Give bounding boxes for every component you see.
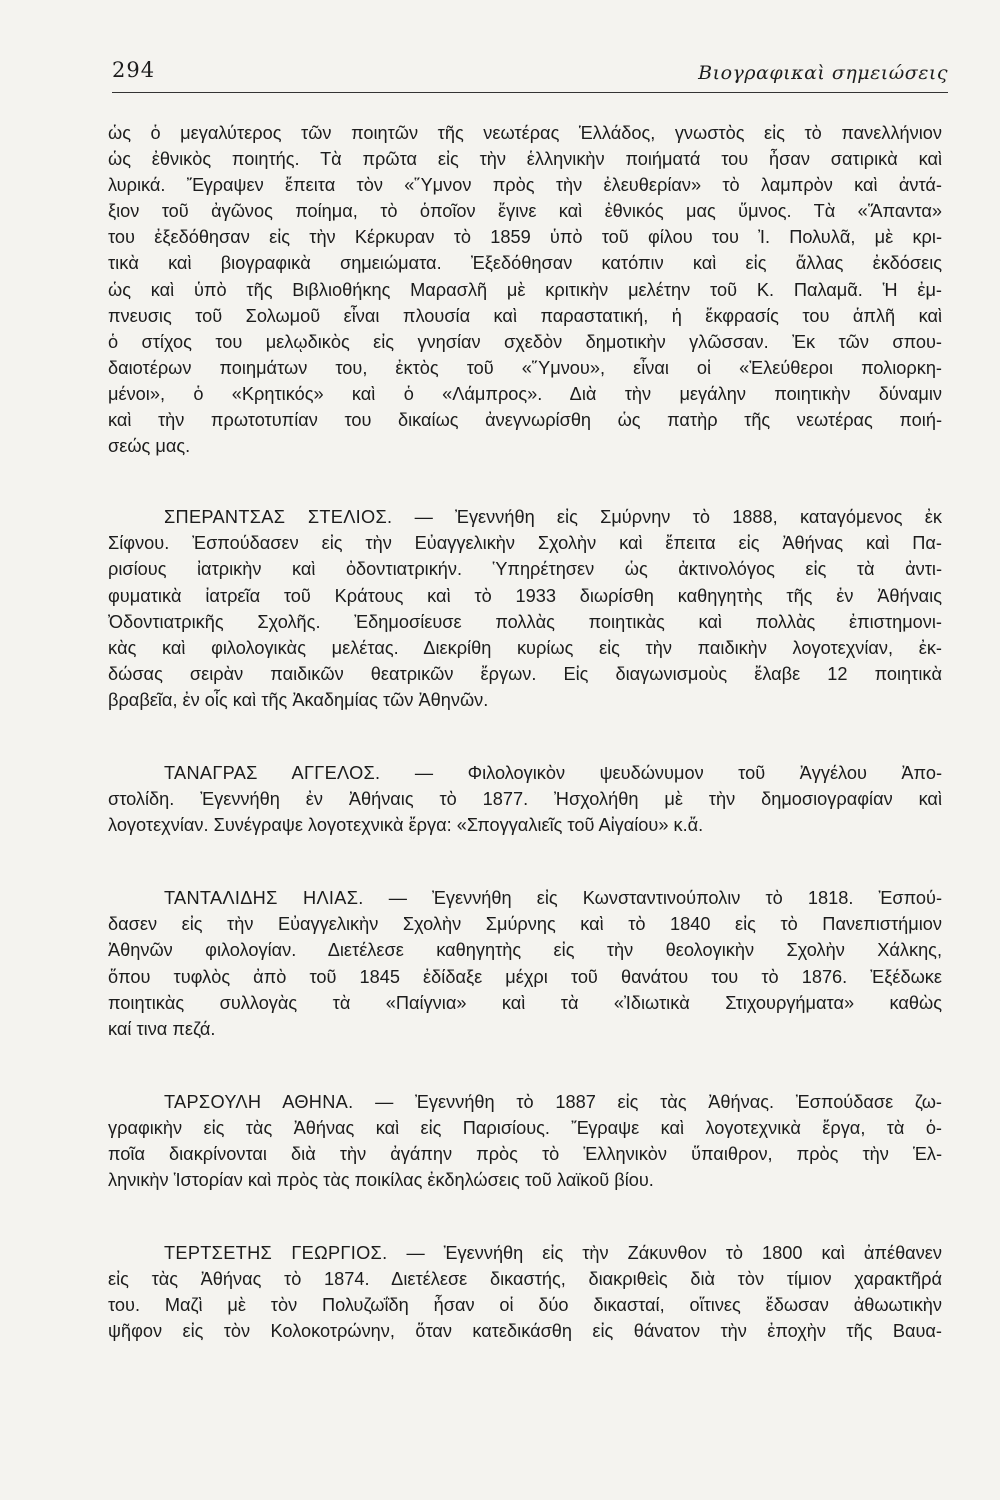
entry-name: ΤΑΡΣΟΥΛΗ ΑΘΗΝΑ. — [164, 1091, 354, 1112]
entry-first-line — [108, 760, 942, 786]
text-line: του ἐξεδόθησαν εἰς τὴν Κέρκυραν τὸ 1859 ὑπὸ τοῦ φίλου του Ἰ. Πολυλᾶ, μὲ κρι- — [108, 227, 942, 248]
text-line: βραβεῖα, ἐν οἷς καὶ τῆς Ἀκαδημίας τῶν Ἀθηνῶν. — [108, 689, 489, 710]
text-line: Σίφνου. Ἐσπούδασεν εἰς τὴν Εὐαγγελικὴν Σχολὴν καὶ ἔπειτα εἰς Ἀθήνας καὶ Πα- — [108, 533, 942, 554]
text-line: πνευσις τοῦ Σολωμοῦ εἶναι πλουσία καὶ παραστατική, ἡ ἔκφρασίς του ἁπλῆ καὶ — [108, 305, 942, 326]
entry-name: ΤΕΡΤΣΕΤΗΣ ΓΕΩΡΓΙΟΣ. — [164, 1243, 388, 1264]
entry-text: — Ἐγεννήθη εἰς Σμύρνην τὸ 1888, καταγόμενος ἐκ — [414, 507, 942, 528]
text-line: Ὀδοντιατρικῆς Σχολῆς. Ἐδημοσίευσε πολλὰς ποιητικὰς καὶ πολλὰς ἐπιστημονι- — [108, 611, 942, 632]
text-line: δασεν εἰς τὴν Εὐαγγελικὴν Σχολὴν Σμύρνης καὶ τὸ 1840 εἰς τὸ Πανεπιστήμιον — [108, 914, 942, 935]
text-line: τικὰ καὶ βιογραφικὰ σημειώματα. Ἐξεδόθησαν κατόπιν καὶ εἰς ἄλλας ἐκδόσεις — [108, 253, 942, 274]
intro-paragraph — [108, 120, 942, 459]
text-line: ρισίους ἰατρικὴν καὶ ὀδοντιατρικήν. Ὑπηρέτησεν ὡς ἀκτινολόγος εἰς τὰ ἀντι- — [108, 559, 942, 580]
entry-name: ΤΑΝΤΑΛΙΔΗΣ ΗΛΙΑΣ. — [164, 888, 364, 909]
text-line: στολίδη. Ἐγεννήθη ἐν Ἀθήναις τὸ 1877. Ἠσχολήθη μὲ τὴν δημοσιογραφίαν καὶ — [108, 789, 942, 810]
text-line: γραφικὴν εἰς τὰς Ἀθήνας καὶ εἰς Παρισίους. Ἔγραψε καὶ λογοτεχνικὰ ἔργα, τὰ ὁ- — [108, 1117, 942, 1138]
text-line: του. Μαζὶ μὲ τὸν Πολυζωΐδη ἦσαν οἱ δύο δικασταί, οἵτινες ἔδωσαν ἀθωωτικὴν — [108, 1295, 942, 1316]
running-head: Βιογραφικαὶ σημειώσεις — [698, 62, 948, 84]
entry-name: ΤΑΝΑΓΡΑΣ ΑΓΓΕΛΟΣ. — [164, 762, 381, 783]
entry-text: — Ἐγεννήθη εἰς τὴν Ζάκυνθον τὸ 1800 καὶ ἀπέθανεν — [406, 1243, 942, 1264]
entry-tertsetis — [108, 1240, 942, 1344]
page-header — [112, 58, 948, 92]
entry-text: — Ἐγεννήθη τὸ 1887 εἰς τὰς Ἀθήνας. Ἐσπούδασε ζω- — [375, 1091, 942, 1112]
entry-text: — Ἐγεννήθη εἰς Κωνσταντινούπολιν τὸ 1818. Ἐσπού- — [388, 888, 943, 909]
text-line: φυματικὰ ἰατρεῖα τοῦ Κράτους καὶ τὸ 1933 διωρίσθη καθηγητὴς τῆς ἐν Ἀθήναις — [108, 585, 942, 606]
text-line: λογοτεχνίαν. Συνέγραψε λογοτεχνικὰ ἔργα: «Σπογγαλιεῖς τοῦ Αἰγαίου» κ.ἄ. — [108, 815, 704, 836]
entry-name: ΣΠΕΡΑΝΤΣΑΣ ΣΤΕΛΙΟΣ. — [164, 507, 393, 528]
entry-tantalidis — [108, 885, 942, 1042]
text-line: ὅπου τυφλὸς ἀπὸ τοῦ 1845 ἐδίδαξε μέχρι τοῦ θανάτου του τὸ 1876. Ἐξέδωκε — [108, 966, 942, 987]
text-line: σεώς μας. — [108, 436, 191, 457]
text-line: μένοι», ὁ «Κρητικός» καὶ ὁ «Λάμπρος». Διὰ τὴν μεγάλην ποιητικὴν δύναμιν — [108, 383, 942, 404]
entry-first-line — [108, 1240, 942, 1266]
text-line: δώσας σειρὰν παιδικῶν θεατρικῶν ἔργων. Εἰς διαγωνισμοὺς ἔλαβε 12 ποιητικὰ — [108, 663, 942, 684]
page-number: 294 — [112, 58, 156, 82]
text-line: ξιον τοῦ ἀγῶνος ποίημα, τὸ ὁποῖον ἔγινε καὶ ἐθνικός μας ὕμνος. Τὰ «Ἅπαντα» — [108, 201, 942, 222]
text-line: ὁ στίχος του μελῳδικὸς εἰς γνησίαν σχεδὸν δημοτικὴν γλῶσσαν. Ἐκ τῶν σπου- — [108, 331, 942, 352]
text-line: Ἀθηνῶν φιλολογίαν. Διετέλεσε καθηγητὴς εἰς τὴν θεολογικὴν Σχολὴν Χάλκης, — [108, 940, 942, 961]
entry-tarsouli — [108, 1089, 942, 1193]
entry-text: — Φιλολογικὸν ψευδώνυμον τοῦ Ἀγγέλου Ἀπο- — [414, 762, 943, 783]
text-line: καὶ τὴν πρωτοτυπίαν του δικαίως ἀνεγνωρίσθη ὡς πατὴρ τῆς νεωτέρας ποιή- — [108, 410, 942, 431]
body-text — [108, 120, 942, 1345]
entry-first-line — [108, 1089, 942, 1115]
text-line: ὡς ἐθνικὸς ποιητής. Τὰ πρῶτα εἰς τὴν ἑλληνικὴν ποιήματά του ἦσαν σατιρικὰ καὶ — [108, 149, 942, 170]
text-line: εἰς τὰς Ἀθήνας τὸ 1874. Διετέλεσε δικαστής, διακριθεὶς διὰ τὸν τίμιον χαρακτῆρά — [108, 1269, 942, 1290]
entry-first-line — [108, 885, 942, 911]
entry-tanagras — [108, 760, 942, 838]
text-line: λυρικά. Ἔγραψεν ἔπειτα τὸν «Ὕμνον πρὸς τὴν ἐλευθερίαν» τὸ λαμπρὸν καὶ ἀντά- — [108, 175, 942, 196]
text-line: ὡς καὶ ὑπὸ τῆς Βιβλιοθήκης Μαρασλῆ μὲ κριτικὴν μελέτην τοῦ Κ. Παλαμᾶ. Ἡ ἐμ- — [108, 279, 942, 300]
text-line: ψῆφον εἰς τὸν Κολοκοτρώνην, ὅταν κατεδικάσθη εἰς θάνατον τὴν ἐποχὴν τῆς Βαυα- — [108, 1321, 942, 1342]
header-rule — [112, 92, 948, 93]
text-line: δαιοτέρων ποιημάτων του, ἐκτὸς τοῦ «Ὕμνου», εἶναι οἱ «Ἐλεύθεροι πολιορκη- — [108, 357, 942, 378]
text-line: καί τινα πεζά. — [108, 1018, 216, 1039]
entry-first-line — [108, 504, 942, 530]
entry-sperantsas — [108, 504, 942, 713]
text-line: ληνικὴν Ἱστορίαν καὶ πρὸς τὰς ποικίλας ἐκδηλώσεις τοῦ λαϊκοῦ βίου. — [108, 1170, 654, 1191]
text-line: ὡς ὁ μεγαλύτερος τῶν ποιητῶν τῆς νεωτέρας Ἑλλάδος, γνωστὸς εἰς τὸ πανελλήνιον — [108, 123, 942, 143]
text-line: κὰς καὶ φιλολογικὰς μελέτας. Διεκρίθη κυρίως εἰς τὴν παιδικὴν λογοτεχνίαν, ἐκ- — [108, 637, 942, 658]
text-line: ποιητικὰς συλλογὰς τὰ «Παίγνια» καὶ τὰ «Ἰδιωτικὰ Στιχουργήματα» καθὼς — [108, 992, 942, 1013]
text-line: ποῖα διακρίνονται διὰ τὴν ἀγάπην πρὸς τὸ Ἑλληνικὸν ὕπαιθρον, πρὸς τὴν Ἑλ- — [108, 1144, 942, 1164]
